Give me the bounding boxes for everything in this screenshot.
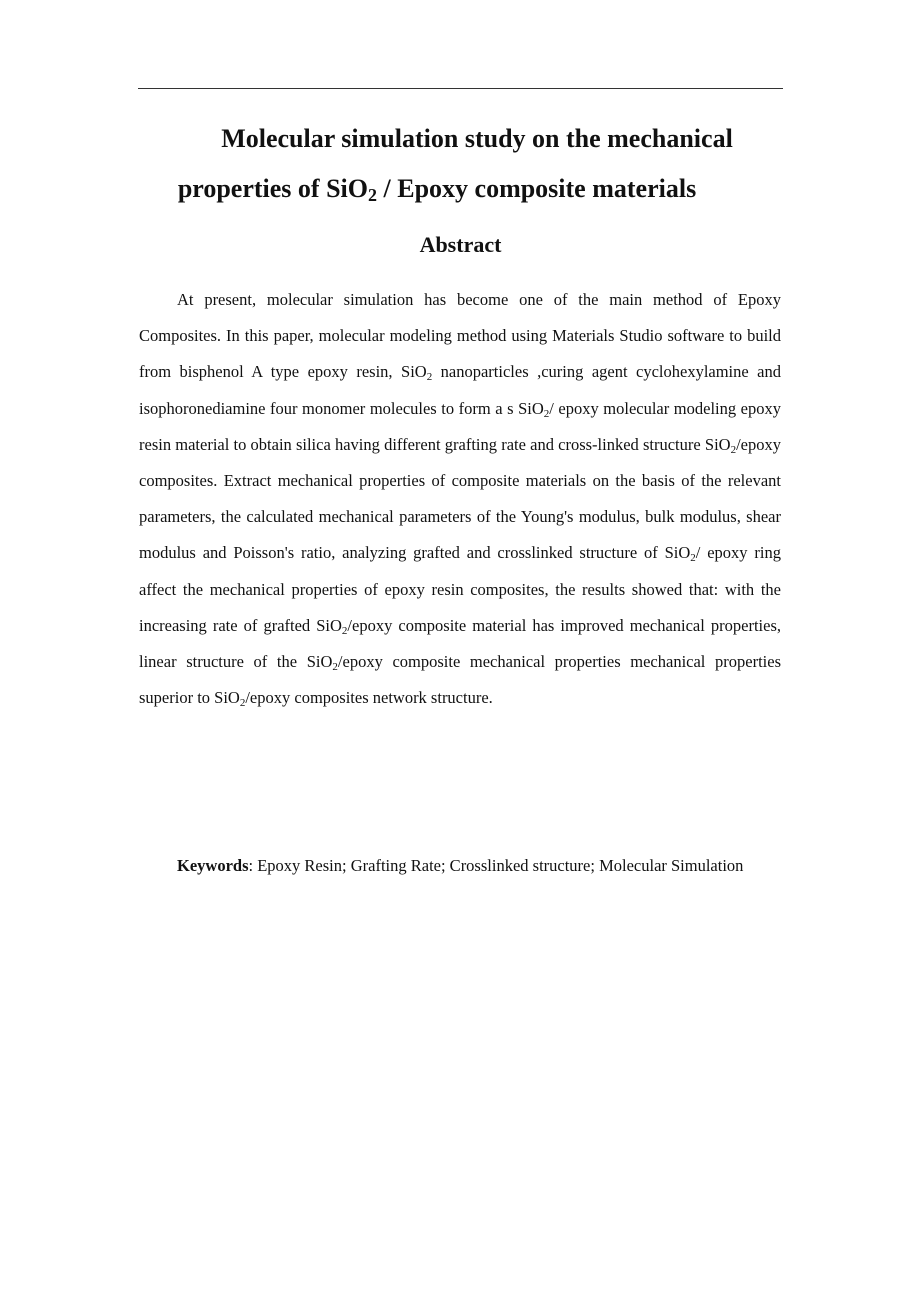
- abstract-text-segment: /epoxy composite material has improved mechanical properties, linear structure of the SiO: [139, 615, 781, 672]
- abstract-subscript: 2: [341, 624, 348, 637]
- title-line-2: [138, 164, 783, 214]
- abstract-text-segment: /epoxy composites. Extract mechanical properties of composite materials on the basis of the relevant parameters, the calculated mechanical parameters of the Young's modulus, bulk modulus, shear modulus and Poisson's ratio, analyzing grafted and crosslinked structure of SiO: [139, 434, 781, 563]
- abstract-subscript: 2: [426, 371, 433, 384]
- abstract-subscript: 2: [690, 552, 696, 565]
- abstract-body: [139, 282, 781, 716]
- document-title: [138, 114, 783, 214]
- keywords-separator: :: [248, 856, 258, 875]
- abstract-heading: Abstract: [419, 232, 502, 257]
- keywords-line: [177, 848, 829, 884]
- keywords-value: Epoxy Resin; Grafting Rate; Crosslinked structure; Molecular Simulation: [257, 856, 744, 875]
- abstract-text-segment: / epoxy ring affect the mechanical properties of epoxy resin composites, the results showed that: with the increasing rate of grafted SiO: [139, 543, 781, 635]
- abstract-subscript: 2: [543, 407, 550, 420]
- abstract-text-segment: At present, molecular simulation has become one of the main method of Epoxy Composites. In this paper, molecular modeling method using Materials Studio software to build from bisphenol A type epoxy resin, SiO: [139, 290, 781, 382]
- keywords-label: Keywords: [177, 856, 249, 875]
- abstract-text-segment: /epoxy composites network structure.: [245, 688, 493, 708]
- title-line-2-start: properties of SiO: [177, 174, 368, 203]
- abstract-subscript: 2: [730, 443, 737, 456]
- abstract-subscript: 2: [239, 697, 246, 710]
- title-line-1: Molecular simulation study on the mechanical: [221, 124, 733, 153]
- abstract-text-segment: / epoxy molecular modeling epoxy resin material to obtain silica having different grafting rate and cross-linked structure SiO: [139, 398, 781, 454]
- title-line-2-end: / Epoxy composite materials: [377, 174, 697, 203]
- abstract-text-segment: /epoxy composite mechanical properties mechanical properties superior to SiO: [139, 652, 781, 708]
- title-subscript: 2: [368, 185, 377, 205]
- header-rule: [138, 88, 783, 89]
- abstract-subscript: 2: [332, 661, 338, 674]
- abstract-text-segment: nanoparticles ,curing agent cyclohexylamine and isophoronediamine four monomer molecules to form a s SiO: [139, 362, 781, 418]
